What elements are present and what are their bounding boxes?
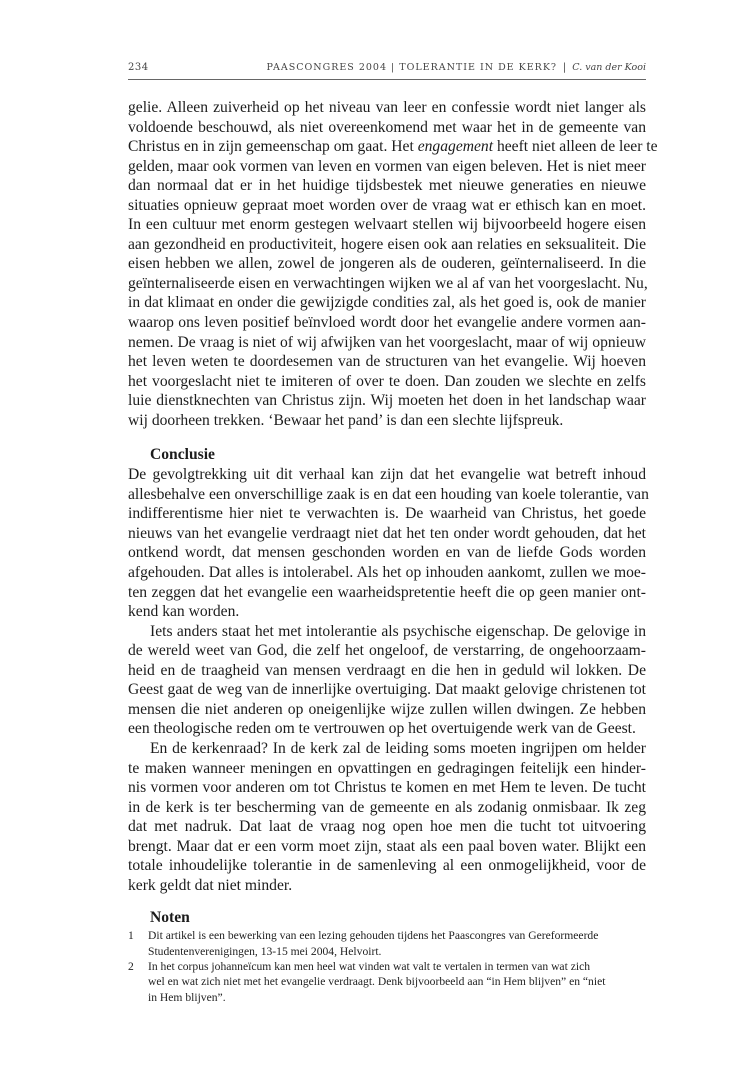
text-line: voldoende beschouwd, als niet overeenkomend met waar het in de gemeente van — [128, 118, 646, 136]
header-author: C. van der Kooi — [572, 62, 646, 73]
text-line-with-emphasis — [128, 137, 658, 157]
footnote-line: Dit artikel is een bewerking van een lezing gehouden tijdens het Paascongres van Gereformeerde — [148, 929, 599, 943]
text-line: luie dienstknechten van Christus zijn. Wij moeten het doen in het landschap waar — [128, 392, 646, 410]
header-rule — [128, 79, 646, 80]
footnote-1 — [128, 928, 646, 959]
paragraph-intro — [128, 98, 658, 430]
running-head — [128, 62, 646, 78]
text-line: eisen hebben we allen, zowel de jongeren als de ouderen, geïnternaliseerd. In die — [128, 255, 646, 273]
text-line: situaties opnieuw gepraat moet worden over de vraag wat er ethisch kan en moet. — [128, 196, 646, 214]
header-separator: | — [562, 62, 567, 73]
text-line: nemen. De vraag is niet of wij afwijken van het voorgeslacht, maar of wij opnieuw — [128, 333, 646, 351]
text-line: gelie. Alleen zuiverheid op het niveau van leer en confessie wordt niet langer als — [128, 99, 646, 116]
text-line: het leven weten te doordesemen van de structuren van het evangelie. Wij hoeven — [128, 353, 646, 371]
text-line: geïnternaliseerde eisen en verwachtingen wijken we al af van het voorgeslacht. Nu, — [128, 274, 648, 292]
footnote-line: wel en wat zich niet met het evangelie verdraagt. Denk bijvoorbeeld aan “in Hem blijven” en “niet — [148, 975, 606, 989]
text-line: Geest gaat de weg van de innerlijke overtuiging. Dat maakt gelovige christenen tot — [128, 681, 646, 699]
text-line: dat met nadruk. Dat laat de vraag nog open hoe men die tucht tot uitvoering — [128, 818, 646, 836]
text-line: de wereld weet van God, die zelf het ongeloof, de verstarring, de ongehoorzaam- — [128, 642, 646, 660]
text-line: brengt. Maar dat er een vorm moet zijn, staat als een paal boven water. Blijkt een — [128, 837, 646, 855]
text-line: afgehouden. Dat alles is intolerabel. Als het op inhouden aankomt, zullen we moe- — [128, 564, 646, 582]
text-line: indifferentisme hier niet te verwachten is. De waarheid van Christus, het goede — [128, 505, 646, 523]
text-line: in de kerk is ter bescherming van de gemeente en als zodanig onmisbaar. Ik zeg — [128, 798, 646, 816]
footnote-line: in Hem blijven”. — [148, 990, 226, 1004]
text-line: En de kerkenraad? In de kerk zal de leiding soms moeten ingrijpen om helder — [150, 739, 646, 757]
page-number: 234 — [128, 62, 149, 73]
text-line: wij doorheen trekken. ‘Bewaar het pand’ is dan een slechte lijfspreuk. — [128, 411, 564, 429]
text-line: te maken wanneer meningen en opvattingen en gedragingen feitelijk een hinder- — [128, 759, 646, 777]
section-heading-conclusion: Conclusie — [150, 446, 215, 464]
text-line: nieuws van het evangelie verdraagt niet dat het ten onder wordt gehouden, dat het — [128, 524, 646, 542]
section-heading-notes: Noten — [150, 909, 190, 927]
footnote-number: 1 — [128, 929, 134, 943]
header-title: PAASCONGRES 2004 | TOLERANTIE IN DE KERK? — [266, 62, 558, 73]
text-line: ontkend wordt, dat mensen geschonden worden en van de liefde Gods worden — [128, 544, 646, 562]
text-line: gelden, maar ook vormen van leven en vormen van eigen beleven. Het is niet meer — [128, 157, 646, 175]
footnotes — [128, 928, 646, 1004]
text-line: kend kan worden. — [128, 603, 240, 621]
footnote-number: 2 — [128, 959, 134, 973]
text-line: het voorgeslacht niet te imiteren of over te doen. Dan zouden we slechte en zelfs — [128, 372, 646, 390]
text-line: De gevolgtrekking uit dit verhaal kan zijn dat het evangelie wat betreft inhoud — [128, 466, 646, 484]
text-line: Iets anders staat het met intolerantie als psychische eigenschap. De gelovige in — [150, 622, 646, 640]
text-line: kerk geldt dat niet minder. — [128, 876, 293, 894]
footnote-line: In het corpus johanneïcum kan men heel wat vinden wat valt te vertalen in termen van wat zich — [148, 959, 591, 973]
text-line: een theologische reden om te vertrouwen op het overtuigende werk van de Geest. — [128, 720, 636, 738]
emphasized-word: engagement — [417, 138, 494, 156]
text-line: In een cultuur met enorm gestegen welvaart stellen wij bijvoorbeeld hogere eisen — [128, 216, 646, 234]
body-text — [128, 98, 658, 1005]
running-title — [267, 62, 647, 73]
conclusion-paragraph-3 — [128, 739, 646, 895]
text-line: mensen die niet anderen op oneigenlijke wijze zullen willen dwingen. Ze hebben — [128, 700, 646, 718]
text-line: in dat klimaat en onder die gewijzigde condities zal, als het goed is, ook de manier — [128, 294, 646, 312]
footnote-line: Studentenverenigingen, 13-15 mei 2004, Helvoirt. — [148, 944, 382, 958]
text-line: dan normaal dat er in het huidige tijdsbestek met nieuwe generaties en nieuwe — [128, 177, 646, 195]
conclusion-paragraph-1 — [128, 465, 649, 621]
text-line: heid en de traagheid van mensen verdraagt en die hen in geduld wil lokken. De — [128, 661, 646, 679]
conclusion-paragraph-2 — [128, 622, 646, 739]
text-line: allesbehalve een onverschillige zaak is en dat een houding van koele tolerantie, van — [128, 485, 649, 503]
footnote-2 — [128, 959, 646, 1005]
line-segment: Christus en in zijn gemeenschap om gaat. Het engagement heeft niet alleen de leer te — [128, 138, 658, 156]
text-line: totale inhoudelijke tolerantie in de samenleving al een onmogelijkheid, voor de — [128, 857, 646, 875]
text-line: aan gezondheid en productiviteit, hogere eisen ook aan relaties en seksualiteit. Die — [128, 235, 646, 253]
text-line: nis vormen voor anderen om tot Christus te komen en met Hem te leven. De tucht — [128, 779, 646, 797]
text-line: ten zeggen dat het evangelie een waarheidspretentie heeft die op geen manier ont- — [128, 583, 646, 601]
text-line: waarop ons leven positief beïnvloed wordt door het evangelie andere vormen aan- — [128, 314, 646, 332]
